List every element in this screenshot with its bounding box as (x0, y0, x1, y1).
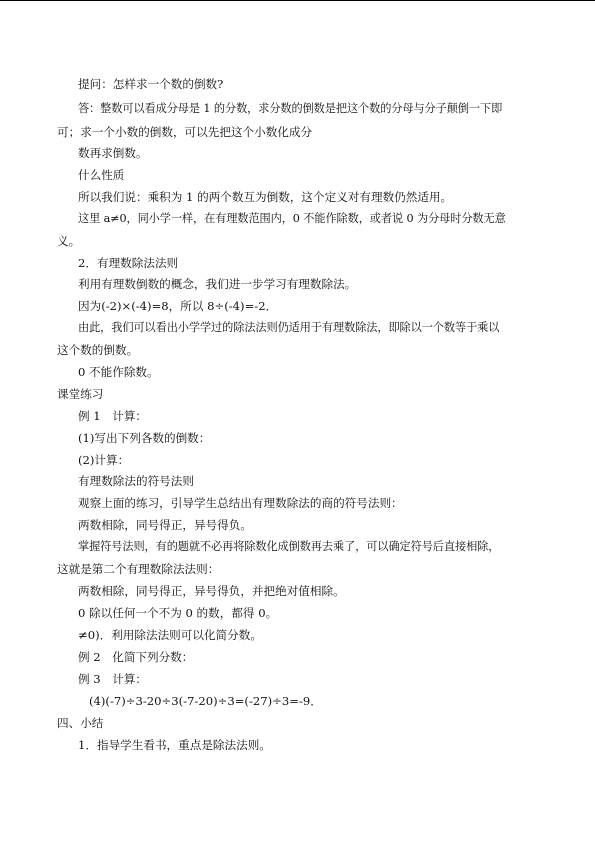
section-heading-sign-rule: 有理数除法的符号法则 (78, 474, 194, 488)
text-line-answer-cont: 可；求一个小数的倒数，可以先把这个小数化成分 (57, 125, 313, 139)
text-line-master-sign-rule: 掌握符号法则，有的题就不必再将除数化成倒数再去乘了，可以确定符号后直接相除， (78, 540, 500, 553)
text-line-zero-divided: 0 除以任何一个不为 0 的数，都得 0。 (78, 606, 278, 620)
text-line-answer-end: 数再求倒数。 (78, 146, 148, 160)
text-line-zero-not-divisor: 0 不能作除数。 (78, 365, 159, 379)
text-line-rule-applies-end: 这个数的倒数。 (57, 343, 139, 357)
text-line-answer: 答：整数可以看成分母是 1 的分数，求分数的倒数是把这个数的分母与分子颠倒一下即 (78, 102, 503, 115)
text-line-sign-rule: 两数相除，同号得正，异号得负。 (78, 518, 252, 532)
example-1-part-1: (1)写出下列各数的倒数： (78, 431, 211, 445)
text-line-second-rule-statement: 两数相除，同号得正，异号得负，并把绝对值相除。 (78, 584, 345, 598)
top-border-line (0, 0, 595, 1)
example-1-heading: 例 1 计算： (78, 409, 148, 423)
text-line-question: 提问：怎样求一个数的倒数? (78, 77, 224, 91)
text-line-simplify-fraction: ≠0)．利用除法法则可以化简分数。 (78, 628, 262, 642)
summary-item-1: 1．指导学生看书，重点是除法法则。 (78, 738, 271, 752)
text-line-definition: 所以我们说：乘积为 1 的两个数互为倒数，这个定义对有理数仍然适用。 (78, 190, 453, 204)
text-line-zero-divisor: 这里 a≠0，同小学一样，在有理数范围内，0 不能作除数，或者说 0 为分母时分数无意 (78, 212, 506, 225)
text-line-property: 什么性质 (78, 168, 125, 182)
text-line-zero-divisor-end: 义。 (57, 234, 81, 248)
section-heading-division-rule: 2．有理数除法法则 (78, 256, 179, 270)
text-line-second-rule: 这就是第二个有理数除法法则： (57, 562, 220, 576)
section-heading-practice: 课堂练习 (57, 387, 104, 401)
text-line-rule-applies: 由此，我们可以看出小学学过的除法法则仍适用于有理数除法，即除以一个数等于乘以 (78, 321, 500, 334)
text-line-observe: 观察上面的练习，引导学生总结出有理数除法的商的符号法则： (78, 496, 403, 510)
example-1-part-2: (2)计算： (78, 453, 130, 467)
text-line-example-equation: 因为(-2)×(-4)=8，所以 8÷(-4)=-2． (78, 299, 278, 313)
section-heading-summary: 四、小结 (57, 716, 104, 730)
text-line-reciprocal-concept: 利用有理数倒数的概念，我们进一步学习有理数除法。 (78, 277, 357, 291)
example-3-heading: 例 3 计算： (78, 672, 148, 686)
example-2-heading: 例 2 化简下列分数： (78, 650, 194, 664)
example-3-solution: (4)(-7)÷3-20÷3(-7-20)÷3=(-27)÷3=-9． (89, 694, 322, 708)
